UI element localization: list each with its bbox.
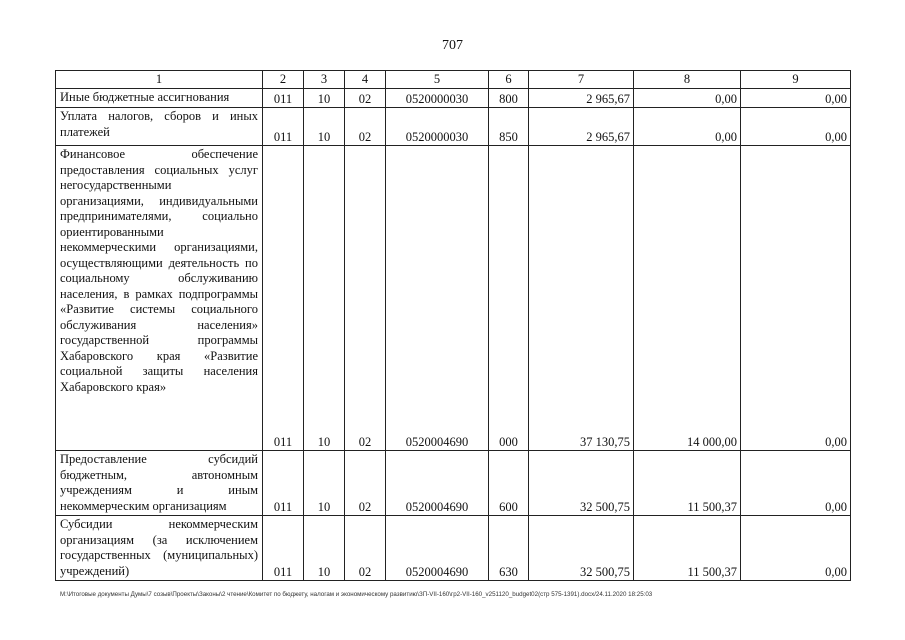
cell-target-article: 0520004690	[386, 516, 489, 581]
cell-expense-type: 850	[489, 108, 529, 146]
cell-expense-type: 800	[489, 89, 529, 108]
cell-subsection: 02	[345, 146, 386, 451]
cell-subsection: 02	[345, 516, 386, 581]
cell-expense-type: 000	[489, 146, 529, 451]
cell-amount: 14 000,00	[634, 146, 741, 451]
cell-section: 10	[304, 108, 345, 146]
file-path-footer: M:\Итоговые документы Думы\7 созыв\Проекты\Законы\2 чтение\Комитет по бюджету, налогам и экономическому развитию\ЗП-VII-160\гр2-VII-160_v251120_budget02(стр 575-1391).docx/24.11.2020 18:25:03	[60, 591, 653, 598]
cell-code: 011	[263, 451, 304, 516]
cell-amount: 2 965,67	[529, 89, 634, 108]
cell-amount: 11 500,37	[634, 451, 741, 516]
cell-subsection: 02	[345, 89, 386, 108]
cell-target-article: 0520000030	[386, 89, 489, 108]
table-row	[56, 451, 851, 516]
cell-section: 10	[304, 516, 345, 581]
header-cell: 3	[304, 71, 345, 89]
cell-amount: 0,00	[741, 146, 851, 451]
cell-amount: 0,00	[741, 89, 851, 108]
table-row	[56, 108, 851, 146]
header-cell: 2	[263, 71, 304, 89]
header-cell: 5	[386, 71, 489, 89]
header-cell: 7	[529, 71, 634, 89]
header-row	[56, 71, 851, 89]
cell-section: 10	[304, 146, 345, 451]
header-cell: 8	[634, 71, 741, 89]
row-name: Субсидии некоммерческим организациям (за исключением государственных (муниципальных) учреждений)	[56, 516, 263, 581]
row-name: Уплата налогов, сборов и иных платежей	[56, 108, 263, 146]
cell-code: 011	[263, 108, 304, 146]
cell-amount: 0,00	[634, 89, 741, 108]
cell-target-article: 0520004690	[386, 451, 489, 516]
cell-subsection: 02	[345, 451, 386, 516]
row-name: Предоставление субсидий бюджетным, автономным учреждениям и иным некоммерческим организациям	[56, 451, 263, 516]
cell-section: 10	[304, 451, 345, 516]
cell-amount: 37 130,75	[529, 146, 634, 451]
cell-amount: 0,00	[741, 108, 851, 146]
cell-amount: 2 965,67	[529, 108, 634, 146]
cell-amount: 32 500,75	[529, 516, 634, 581]
header-cell: 6	[489, 71, 529, 89]
cell-target-article: 0520000030	[386, 108, 489, 146]
row-name: Иные бюджетные ассигнования	[56, 89, 263, 108]
cell-amount: 0,00	[741, 451, 851, 516]
cell-expense-type: 600	[489, 451, 529, 516]
cell-expense-type: 630	[489, 516, 529, 581]
cell-amount: 11 500,37	[634, 516, 741, 581]
header-cell: 1	[56, 71, 263, 89]
page-number: 707	[442, 38, 463, 53]
cell-amount: 0,00	[741, 516, 851, 581]
cell-subsection: 02	[345, 108, 386, 146]
cell-amount: 0,00	[634, 108, 741, 146]
cell-code: 011	[263, 146, 304, 451]
row-name: Финансовое обеспечение предоставления социальных услуг негосударственными организациями, индивидуальными предпринимателями, социально ориентированными некоммерческими организациями, осуществляющими деятельность по социальному обслуживанию населения, в рамках подпрограммы «Развитие системы социального обслуживания населения» государственной программы Хабаровского края «Развитие социальной защиты населения Хабаровского края»	[56, 146, 263, 451]
budget-table	[55, 70, 851, 581]
cell-code: 011	[263, 516, 304, 581]
header-cell: 9	[741, 71, 851, 89]
table-row	[56, 89, 851, 108]
cell-amount: 32 500,75	[529, 451, 634, 516]
cell-code: 011	[263, 89, 304, 108]
cell-target-article: 0520004690	[386, 146, 489, 451]
table-row	[56, 146, 851, 451]
header-cell: 4	[345, 71, 386, 89]
cell-section: 10	[304, 89, 345, 108]
table-row	[56, 516, 851, 581]
